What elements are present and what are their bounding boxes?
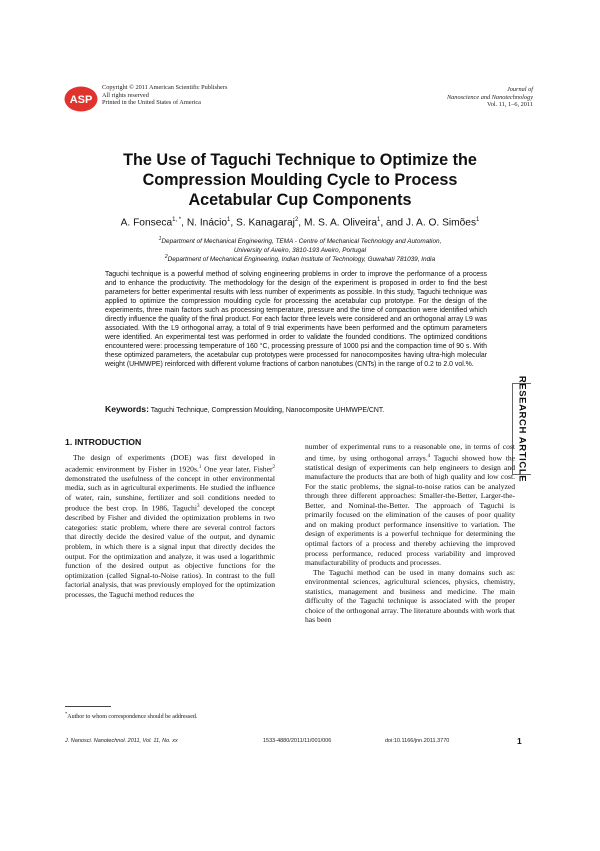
- abstract: Taguchi technique is a powerful method of solving engineering problems in order to improve the performance of a process and to enhance the productivity. The methodology for the design of the experiment is proposed in order to find the best parameters for better experimental results with less number of experiments as possible. In this study, Taguchi technique was applied to optimize the compression moulding cycle for processing the acetabular cup prototype. For the design of the experiments, three main factors such as processing temperature, pressure and the time of compaction were identified which directly influence the quality of the final product. For each factor three levels were considered and an orthogonal array L9 was associated. With the L9 orthogonal array, a total of 9 trial experiments have been performed and the optimum parameters were identified. An experimental test was performed in order to validate the founded conditions. The optimized conditions encountered were: processing temperature of 160 °C, processing pressure of 1000 psi and the compaction time of 90 s. With these optimized parameters, the acetabular cup prototypes were processed for nanocomposites having ultra-high molecular weight (UHMWPE) reinforced with different volume fractions of carbon nanotubes (CNTs) in the range of 0.2 to 2.0 vol.%.: [105, 271, 487, 369]
- paragraph: The design of experiments (DOE) was first developed in academic environment by Fisher in 1920s.$^1$ One year later, Fisher$^2$ demonstrated the usefulness of the concept in other environmental media, such as in agricultural experiments. He studied the influence of water, rain, sunshine, fertilizer and soil conditions needed to produce the best crop. In 1986, Taguchi$^3$ developed the concept described by Fisher and divided the optimization problems in two categories: static problem, where there are several control factors that directly decide the desired value of the output, and dynamic problem, in which there is a signal input that directly decides the output. For the optimization and analyze, it was used a logarithmic function of the desired output as objective functions for the optimization (called Signal-to-Noise ratios). In contrast to the full factorial analysis, that was previously employed for the optimization processes, the Taguchi method reduces the: [65, 453, 276, 599]
- footer-citation: J. Nanosci. Nanotechnol. 2011, Vol. 11, No. xx: [65, 738, 178, 744]
- footnote: *Author to whom correspondence should be addressed.: [65, 711, 198, 720]
- body-column-right: [305, 442, 515, 625]
- author-name: N. Inácio: [186, 217, 228, 229]
- section-heading-introduction: 1. INTRODUCTION: [65, 437, 142, 447]
- author-name: M. S. A. Oliveira: [303, 217, 377, 229]
- keywords-text: Taguchi Technique, Compression Moulding, Nanocomposite UHMWPE/CNT.: [150, 407, 385, 414]
- keywords-line: [105, 404, 384, 414]
- author-name: A. Fonseca: [120, 217, 173, 229]
- copyright-notice: Copyright © 2011 American Scientific Publishers All rights reserved Printed in the United States of America: [102, 84, 228, 106]
- affiliation-2: $^2$Department of Mechanical Engineering, Indian Institute of Technology, Guwahati 781039, India: [164, 254, 436, 264]
- affiliation-1: $^1$Department of Mechanical Engineering, TEMA - Centre of Mechanical Technology and Automation, University of Aveiro, 3810-193 Aveiro, Portugal: [158, 236, 442, 254]
- journal-volume: Vol. 11, 1–6, 2011: [487, 101, 533, 108]
- footer-issn: 1533-4880/2011/11/001/006: [263, 738, 332, 744]
- publisher-logo: [64, 86, 98, 112]
- body-column-left: [65, 453, 275, 599]
- keywords-label: Keywords:: [105, 404, 149, 414]
- page-number: 1: [517, 736, 522, 746]
- author-name: J. A. O. Simões: [405, 217, 477, 229]
- research-article-label: RESEARCH ARTICLE: [516, 375, 528, 483]
- logo-text: ASP: [69, 94, 93, 106]
- footer-doi: doi:10.1166/jnn.2011.3770: [385, 738, 450, 744]
- article-title: The Use of Taguchi Technique to Optimize the Compression Moulding Cycle to Process Acetabular Cup Components: [123, 151, 477, 209]
- author-list: A. Fonseca$^{1, *}$, N. Inácio$^1$, S. Kanagaraj$^2$, M. S. A. Oliveira$^1$, and J. A. O. Simões$^1$: [120, 217, 480, 229]
- paragraph: number of experimental runs to a reasonable one, in terms of cost and time, by using orthogonal arrays.$^4$ Taguchi showed how the statistical design of experiments can help engineers to design and manufacture the products that are both of high quality and low cost. For the static problems, the signal-to-noise ratios can be analyzed through three different approaches: Smaller-the-Better, Larger-the-Better, and Nominal-the-Better. The approach of Taguchi is primarily focused on the elimination of the causes of poor quality and on making product performance insensitive to variation. The design of experiments is a powerful technique for determining the optimal factors of a process and thereby achieving the improved process performance, reduced process variability and improved manufacturability of products and processes.: [305, 442, 515, 568]
- footnote-rule: [65, 706, 111, 707]
- paragraph: The Taguchi method can be used in many domains such as: environmental sciences, agricultural sciences, physics, chemistry, statistics, management and business and medicine. The main difficulty of the Taguchi technique is associated with the proper choice of the orthogonal array. The literature abounds with work that has been: [305, 567, 515, 625]
- journal-info: Journal of Nanoscience and Nanotechnology Vol. 11, 1–6, 2011: [446, 86, 533, 108]
- author-name: S. Kanagaraj: [236, 217, 295, 229]
